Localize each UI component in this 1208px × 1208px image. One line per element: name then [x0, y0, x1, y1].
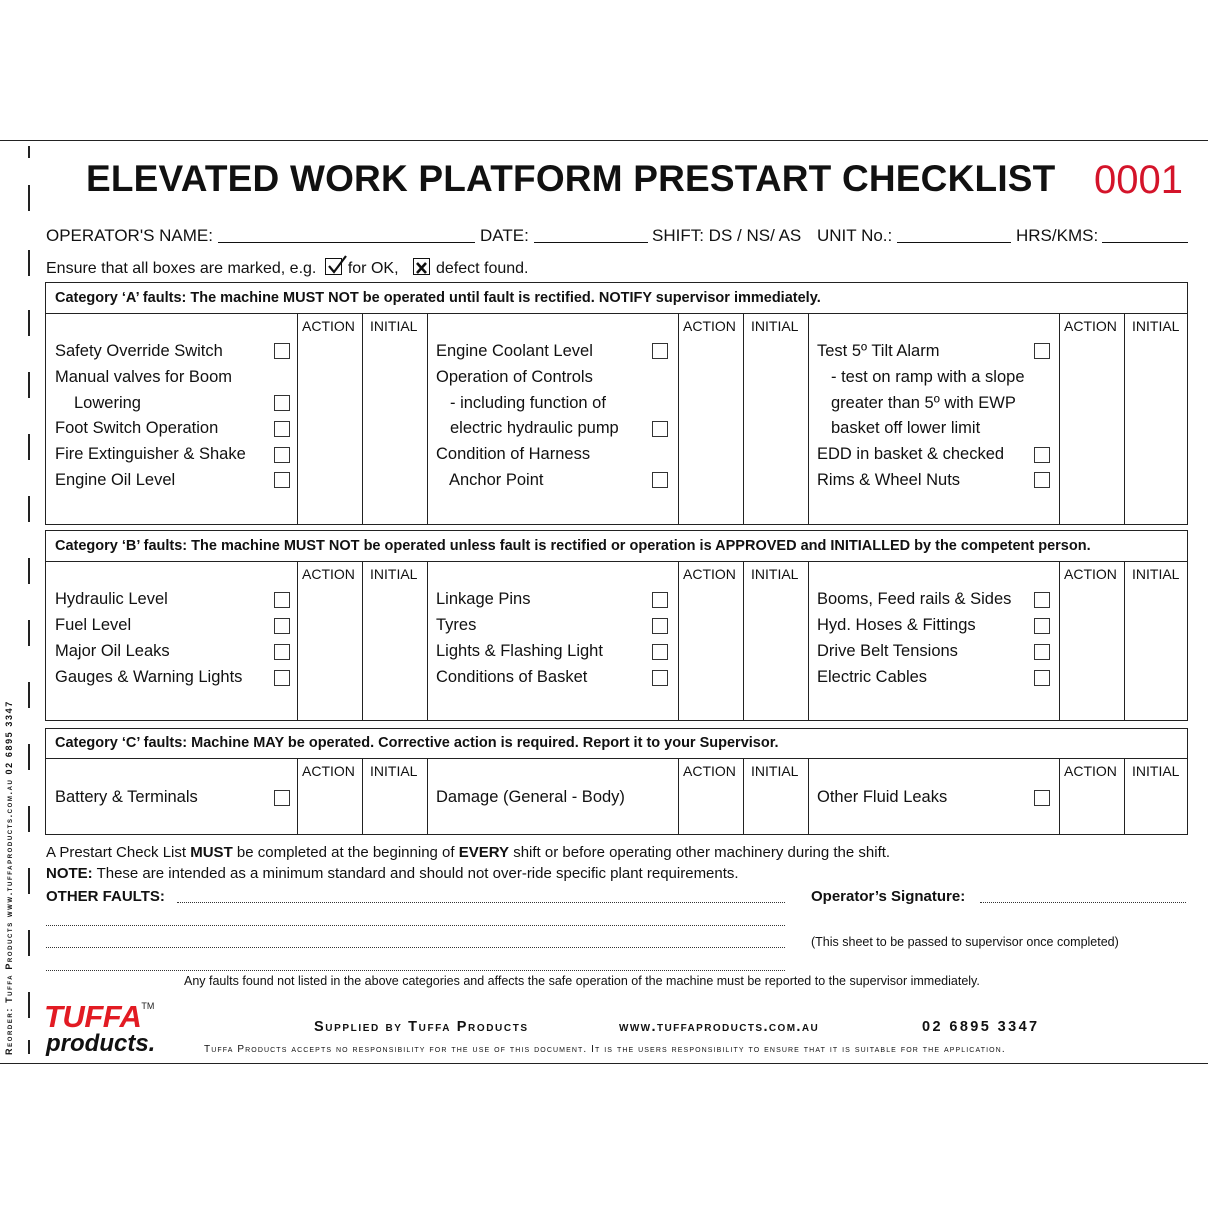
checkbox[interactable] — [274, 447, 290, 463]
initial-column-header: INITIAL — [370, 318, 418, 334]
pass-note: (This sheet to be passed to supervisor once completed) — [811, 935, 1119, 949]
operator-name-field[interactable] — [218, 242, 475, 243]
cross-example-icon — [413, 258, 430, 275]
initial-column-header: INITIAL — [1132, 763, 1180, 779]
check-item: Electric Cables — [817, 668, 928, 686]
perforation-mark — [28, 372, 30, 398]
check-item: Battery & Terminals — [55, 788, 198, 806]
signature-line[interactable] — [980, 902, 1186, 903]
date-field[interactable] — [534, 242, 648, 243]
perforation-mark — [28, 558, 30, 584]
action-column-header: ACTION — [1064, 763, 1117, 779]
perforation-mark — [28, 496, 30, 522]
prestart-note: A Prestart Check List MUST be completed at the beginning of EVERY shift or before operating other machinery during the shift. — [46, 844, 891, 861]
perforation-mark — [28, 620, 30, 646]
other-faults-line[interactable] — [177, 902, 785, 903]
website-link[interactable]: www.tuffaproducts.com.au — [619, 1019, 820, 1035]
perforation-mark — [28, 185, 30, 211]
check-item: Major Oil Leaks — [55, 642, 170, 660]
logo-top-text: TUFFA — [44, 999, 142, 1034]
signature-label: Operator’s Signature: — [811, 888, 966, 905]
initial-column-header: INITIAL — [751, 318, 799, 334]
check-item: Damage (General - Body) — [436, 788, 625, 806]
check-item: Linkage Pins — [436, 590, 531, 608]
instructions-ok: for OK, — [347, 260, 399, 277]
checkbox[interactable] — [274, 395, 290, 411]
check-item: Booms, Feed rails & Sides — [817, 590, 1012, 608]
checkbox[interactable] — [274, 644, 290, 660]
perforation-mark — [28, 930, 30, 956]
checkbox[interactable] — [652, 592, 668, 608]
checkbox[interactable] — [1034, 670, 1050, 686]
category-b-box — [45, 530, 1188, 721]
sheet-bottom-edge — [0, 1063, 1208, 1064]
check-item: Hyd. Hoses & Fittings — [817, 616, 976, 634]
checkbox[interactable] — [1034, 472, 1050, 488]
check-item: Drive Belt Tensions — [817, 642, 958, 660]
standard-note: NOTE: These are intended as a minimum standard and should not over-ride specific plant requirements. — [46, 865, 739, 882]
checkbox[interactable] — [274, 421, 290, 437]
check-item: Condition of Harness — [436, 445, 591, 463]
any-faults-note: Any faults found not listed in the above categories and affects the safe operation of the machine must be reported to the supervisor immediately. — [184, 974, 980, 988]
check-item: Fuel Level — [55, 616, 132, 634]
checkbox[interactable] — [652, 644, 668, 660]
check-item: Operation of Controls — [436, 368, 593, 386]
checkbox[interactable] — [1034, 343, 1050, 359]
checkbox[interactable] — [274, 472, 290, 488]
other-faults-line[interactable] — [46, 970, 785, 971]
date-label: DATE: — [480, 226, 529, 245]
instructions-prefix: Ensure that all boxes are marked, e.g. — [46, 260, 317, 277]
initial-column-header: INITIAL — [751, 763, 799, 779]
logo-trademark: TM — [141, 1001, 155, 1011]
category-a-heading: Category ‘A’ faults: The machine MUST NOT be operated until fault is rectified. NOTIFY supervisor immediately. — [46, 283, 1187, 314]
check-item: Lowering — [74, 394, 141, 412]
perforation-mark — [28, 806, 30, 832]
page-title: ELEVATED WORK PLATFORM PRESTART CHECKLIST — [86, 158, 1056, 199]
action-column-header: ACTION — [1064, 566, 1117, 582]
action-column-header: ACTION — [302, 763, 355, 779]
checkbox[interactable] — [1034, 592, 1050, 608]
action-column-header: ACTION — [302, 318, 355, 334]
unit-field[interactable] — [897, 242, 1011, 243]
hrs-label: HRS/KMS: — [1016, 226, 1099, 245]
check-item: Other Fluid Leaks — [817, 788, 948, 806]
action-column-header: ACTION — [302, 566, 355, 582]
checkbox[interactable] — [1034, 618, 1050, 634]
checkbox[interactable] — [274, 618, 290, 634]
perforation-mark — [28, 434, 30, 460]
serial-number: 0001 — [1094, 158, 1183, 202]
checkbox[interactable] — [652, 343, 668, 359]
checkbox[interactable] — [652, 472, 668, 488]
disclaimer: Tuffa Products accepts no responsibility for the use of this document. It is the users responsibility to ensure that it is suitable for the application. — [204, 1044, 1006, 1055]
perforation-mark — [28, 744, 30, 770]
unit-label: UNIT No.: — [817, 226, 893, 245]
shift-label: SHIFT: DS / NS/ AS — [652, 226, 802, 245]
other-faults-line[interactable] — [46, 947, 785, 948]
category-c-box — [45, 728, 1188, 835]
instructions — [46, 256, 528, 278]
category-b-heading: Category ‘B’ faults: The machine MUST NOT be operated unless fault is rectified or operation is APPROVED and INITIALLED by the competent person. — [46, 531, 1187, 562]
perforation-mark — [28, 992, 30, 1018]
check-item: Foot Switch Operation — [55, 419, 219, 437]
checkbox[interactable] — [1034, 644, 1050, 660]
other-faults-label: OTHER FAULTS: — [46, 888, 165, 905]
check-item: electric hydraulic pump — [450, 419, 619, 437]
initial-column-header: INITIAL — [370, 566, 418, 582]
operator-name-label: OPERATOR'S NAME: — [46, 226, 213, 245]
perforation-mark — [28, 682, 30, 708]
perforation-mark — [28, 868, 30, 894]
check-item: Engine Coolant Level — [436, 342, 593, 360]
check-item: Gauges & Warning Lights — [55, 668, 243, 686]
action-column-header: ACTION — [683, 763, 736, 779]
checkbox[interactable] — [1034, 790, 1050, 806]
initial-column-header: INITIAL — [1132, 318, 1180, 334]
check-item: Tyres — [436, 616, 477, 634]
check-item: Manual valves for Boom — [55, 368, 232, 386]
check-item: greater than 5º with EWP — [831, 394, 1016, 412]
checkbox[interactable] — [652, 618, 668, 634]
initial-column-header: INITIAL — [370, 763, 418, 779]
check-item: Safety Override Switch — [55, 342, 223, 360]
perforation-mark — [28, 1040, 30, 1054]
action-column-header: ACTION — [1064, 318, 1117, 334]
checkbox[interactable] — [652, 670, 668, 686]
sheet-top-edge — [0, 140, 1208, 141]
instructions-defect: defect found. — [435, 260, 529, 277]
other-faults-line[interactable] — [46, 925, 785, 926]
perforation-mark — [28, 146, 30, 158]
phone-number: 02 6895 3347 — [922, 1019, 1040, 1035]
action-column-header: ACTION — [683, 566, 736, 582]
logo-bottom-text: products. — [46, 1030, 156, 1057]
check-item: basket off lower limit — [831, 419, 981, 437]
checkbox[interactable] — [274, 790, 290, 806]
check-item: Fire Extinguisher & Shake — [55, 445, 246, 463]
check-item: Rims & Wheel Nuts — [817, 471, 961, 489]
perforation-mark — [28, 310, 30, 336]
checkbox[interactable] — [274, 670, 290, 686]
check-item: Conditions of Basket — [436, 668, 588, 686]
check-item: EDD in basket & checked — [817, 445, 1005, 463]
check-item: Engine Oil Level — [55, 471, 176, 489]
check-item: Anchor Point — [449, 471, 544, 489]
check-item: - including function of — [450, 394, 606, 412]
checkbox[interactable] — [652, 421, 668, 437]
check-item: Test 5º Tilt Alarm — [817, 342, 940, 360]
checkbox[interactable] — [1034, 447, 1050, 463]
check-item: Hydraulic Level — [55, 590, 168, 608]
hrs-field[interactable] — [1102, 242, 1188, 243]
initial-column-header: INITIAL — [1132, 566, 1180, 582]
initial-column-header: INITIAL — [751, 566, 799, 582]
action-column-header: ACTION — [683, 318, 736, 334]
perforation-mark — [28, 250, 30, 276]
check-item: - test on ramp with a slope — [831, 368, 1025, 386]
tuffa-logo — [44, 1001, 155, 1055]
reorder-side-text: Reorder: Tuffa Products www.tuffaproducts.com.au 02 6895 3347 — [4, 700, 14, 1055]
checkbox[interactable] — [274, 343, 290, 359]
checkbox[interactable] — [274, 592, 290, 608]
supplied-by: Supplied by Tuffa Products — [314, 1019, 529, 1035]
category-c-heading: Category ‘C’ faults: Machine MAY be operated. Corrective action is required. Report it to your Supervisor. — [46, 729, 1187, 759]
category-a-box — [45, 282, 1188, 525]
check-item: Lights & Flashing Light — [436, 642, 603, 660]
tick-example-icon — [325, 258, 342, 275]
